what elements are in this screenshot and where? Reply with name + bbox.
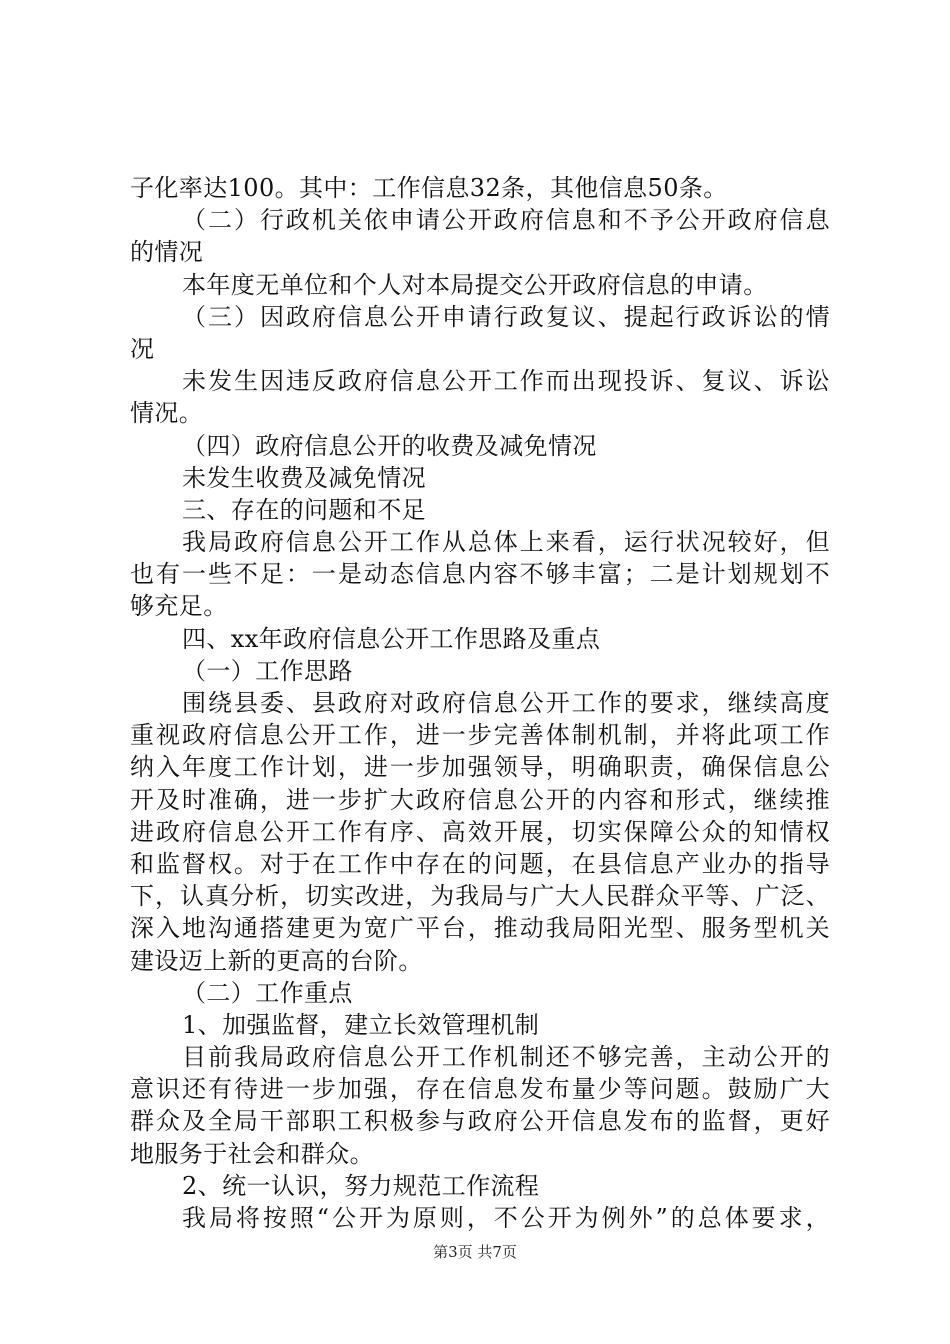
text-line: 我局将按照“公开为原则，不公开为例外”的总体要求， [182,1204,830,1232]
text-line: （二）行政机关依申请公开政府信息和不予公开政府信息 [182,206,830,235]
text-line: 未发生收费及减免情况 [182,463,426,492]
text-line: 纳入年度工作计划，进一步加强领导，明确职责，确保信息公 [130,753,830,782]
text-line: 情况。 [130,399,204,428]
text-line: （一）工作思路 [182,656,353,685]
text-line: 也有一些不足：一是动态信息内容不够丰富；二是计划规划不 [130,560,830,589]
text-line: 群众及全局干部职工积极参与政府公开信息发布的监督，更好 [130,1107,830,1136]
text-line: 本年度无单位和个人对本局提交公开政府信息的申请。 [182,270,768,299]
text-line: 我局政府信息公开工作从总体上来看，运行状况较好，但 [182,528,830,557]
text-line: 1、加强监督，建立长效管理机制 [182,1010,540,1039]
document-body [130,172,830,1234]
text-line: 未发生因违反政府信息公开工作而出现投诉、复议、诉讼 [182,367,830,396]
text-line: 下，认真分析，切实改进，为我局与广大人民群众平等、广泛、 [130,882,830,911]
text-line: 和监督权。对于在工作中存在的问题，在县信息产业办的指导 [130,849,830,878]
text-line: （二）工作重点 [182,978,353,1007]
page-footer: 第3页 共7页 [433,1243,517,1261]
text-line: 进政府信息公开工作有序、高效开展，切实保障公众的知情权 [130,817,830,846]
text-line: （四）政府信息公开的收费及减免情况 [182,431,597,460]
text-line: 的情况 [130,238,204,267]
text-line: 建设迈上新的更高的台阶。 [130,946,423,975]
text-line: 目前我局政府信息公开工作机制还不够完善，主动公开的 [182,1043,830,1072]
text-line: 子化率达100。其中：工作信息32条，其他信息50条。 [130,174,728,202]
text-line: 意识还有待进一步加强，存在信息发布量少等问题。鼓励广大 [130,1075,830,1104]
text-line: 2、统一认识，努力规范工作流程 [182,1171,540,1200]
text-line: （三）因政府信息公开申请行政复议、提起行政诉讼的情 [182,302,830,331]
text-line: 况 [130,334,155,363]
text-line: 重视政府信息公开工作，进一步完善体制机制，并将此项工作 [130,721,830,750]
text-line: 围绕县委、县政府对政府信息公开工作的要求，继续高度 [182,689,830,717]
text-line: 深入地沟通搭建更为宽广平台，推动我局阳光型、服务型机关 [130,914,830,943]
text-line: 四、xx年政府信息公开工作思路及重点 [182,624,601,653]
text-line: 地服务于社会和群众。 [130,1139,374,1168]
text-line: 三、存在的问题和不足 [182,495,426,524]
text-line: 够充足。 [130,592,228,621]
text-line: 开及时准确，进一步扩大政府信息公开的内容和形式，继续推 [130,785,830,814]
